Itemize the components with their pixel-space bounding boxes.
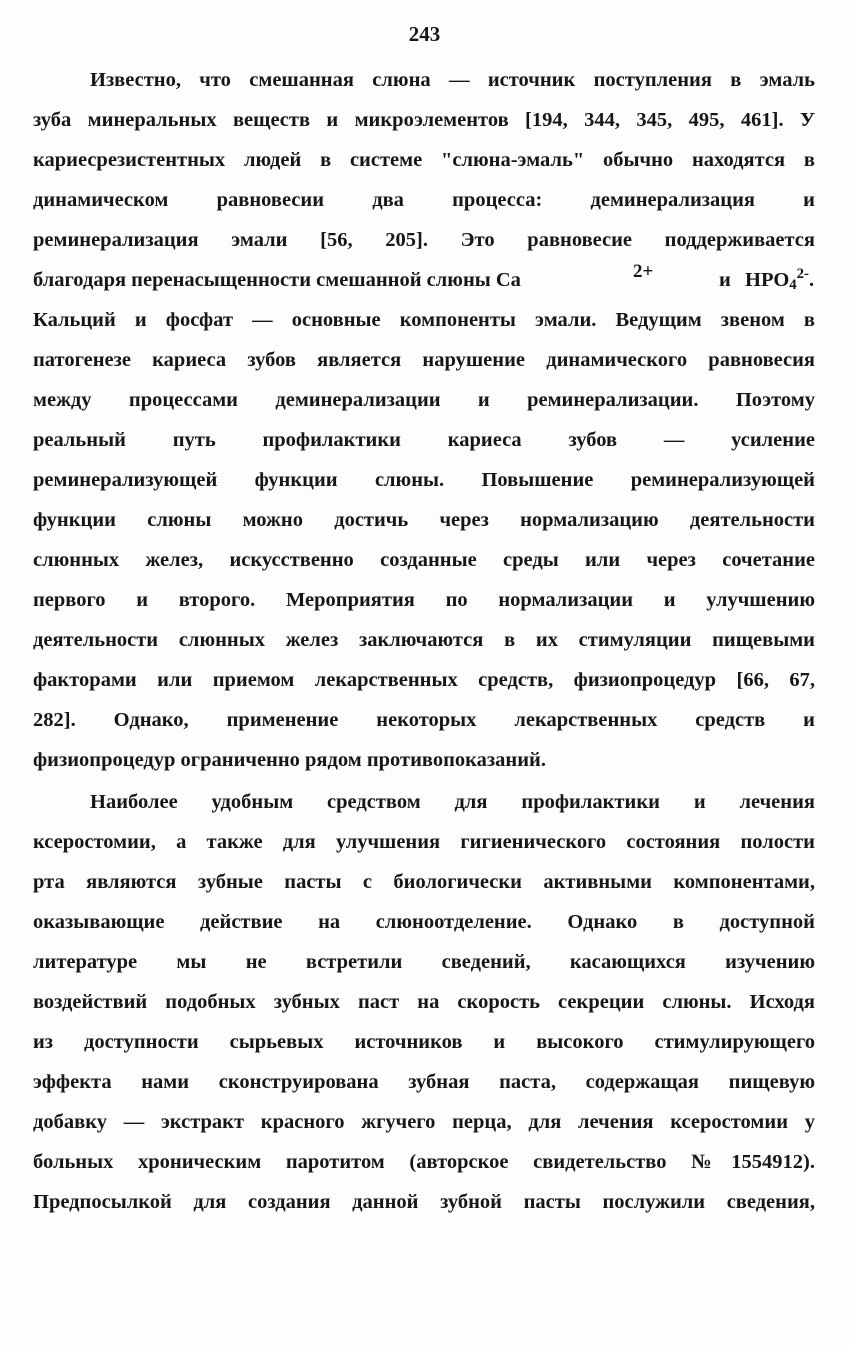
text-line: добавку — экстракт красного жгучего перца, для лечения ксеростомии у xyxy=(33,1111,815,1133)
formula-end-punct: . xyxy=(808,269,815,291)
text-line: эффекта нами сконструирована зубная паста, содержащая пищевую xyxy=(33,1071,815,1093)
text-line: оказывающие действие на слюноотделение. Однако в доступной xyxy=(33,911,815,933)
text-line: реминерализующей функции слюны. Повышение реминерализующей xyxy=(33,469,815,491)
text-line: деятельности слюнных желез заключаются в их стимуляции пищевыми xyxy=(33,629,815,651)
text-line: реальный путь профилактики кариеса зубов — усиление xyxy=(33,429,815,451)
text-line: физиопроцедур ограниченно рядом противопоказаний. xyxy=(33,749,546,771)
text-line: Предпосылкой для создания данной зубной пасты послужили сведения, xyxy=(33,1191,815,1213)
text-line: функции слюны можно достичь через нормализацию деятельности xyxy=(33,509,815,531)
text-line: факторами или приемом лекарственных средств, физиопроцедур [66, 67, xyxy=(33,669,815,691)
text-line-formula xyxy=(33,261,815,294)
text-line: слюнных желез, искусственно созданные среды или через сочетание xyxy=(33,549,815,571)
hydrogen-phosphate-formula xyxy=(745,266,814,294)
text-line: больных хроническим паротитом (авторское свидетельство №1554912). xyxy=(33,1151,815,1173)
text-line: между процессами деминерализации и реминерализации. Поэтому xyxy=(33,389,815,411)
formula-text-before: благодаря перенасыщенности смешанной слюны Са xyxy=(33,269,521,291)
hpo-charge: 2- xyxy=(796,265,809,282)
formula-conjunction: и xyxy=(719,269,731,291)
text-line: 282]. Однако, применение некоторых лекарственных средств и xyxy=(33,709,815,731)
hpo-subscript: 4 xyxy=(789,276,797,293)
text-line: Известно, что смешанная слюна — источник поступления в эмаль xyxy=(90,69,815,91)
text-line: динамическом равновесии два процесса: деминерализация и xyxy=(33,189,815,211)
text-line: из доступности сырьевых источников и высокого стимулирующего xyxy=(33,1031,815,1053)
text-line: Кальций и фосфат — основные компоненты эмали. Ведущим звеном в xyxy=(33,309,815,331)
text-line: рта являются зубные пасты с биологически активными компонентами, xyxy=(33,871,815,893)
calcium-charge: 2+ xyxy=(633,261,654,282)
hpo-base: НРО xyxy=(745,269,790,291)
text-line: литературе мы не встретили сведений, касающихся изучению xyxy=(33,951,815,973)
page-number: 243 xyxy=(408,22,441,46)
text-line: первого и второго. Мероприятия по нормализации и улучшению xyxy=(33,589,815,611)
text-line: кариесрезистентных людей в системе "слюна-эмаль" обычно находятся в xyxy=(33,149,815,171)
text-line: реминерализация эмали [56, 205]. Это равновесие поддерживается xyxy=(33,229,815,251)
text-line: зуба минеральных веществ и микроэлементов [194, 344, 345, 495, 461]. У xyxy=(33,109,815,131)
text-line: воздействий подобных зубных паст на скорость секреции слюны. Исходя xyxy=(33,991,815,1013)
text-line: ксеростомии, а также для улучшения гигиенического состояния полости xyxy=(33,831,815,853)
text-line: патогенезе кариеса зубов является нарушение динамического равновесия xyxy=(33,349,815,371)
text-line: Наиболее удобным средством для профилактики и лечения xyxy=(90,791,815,813)
